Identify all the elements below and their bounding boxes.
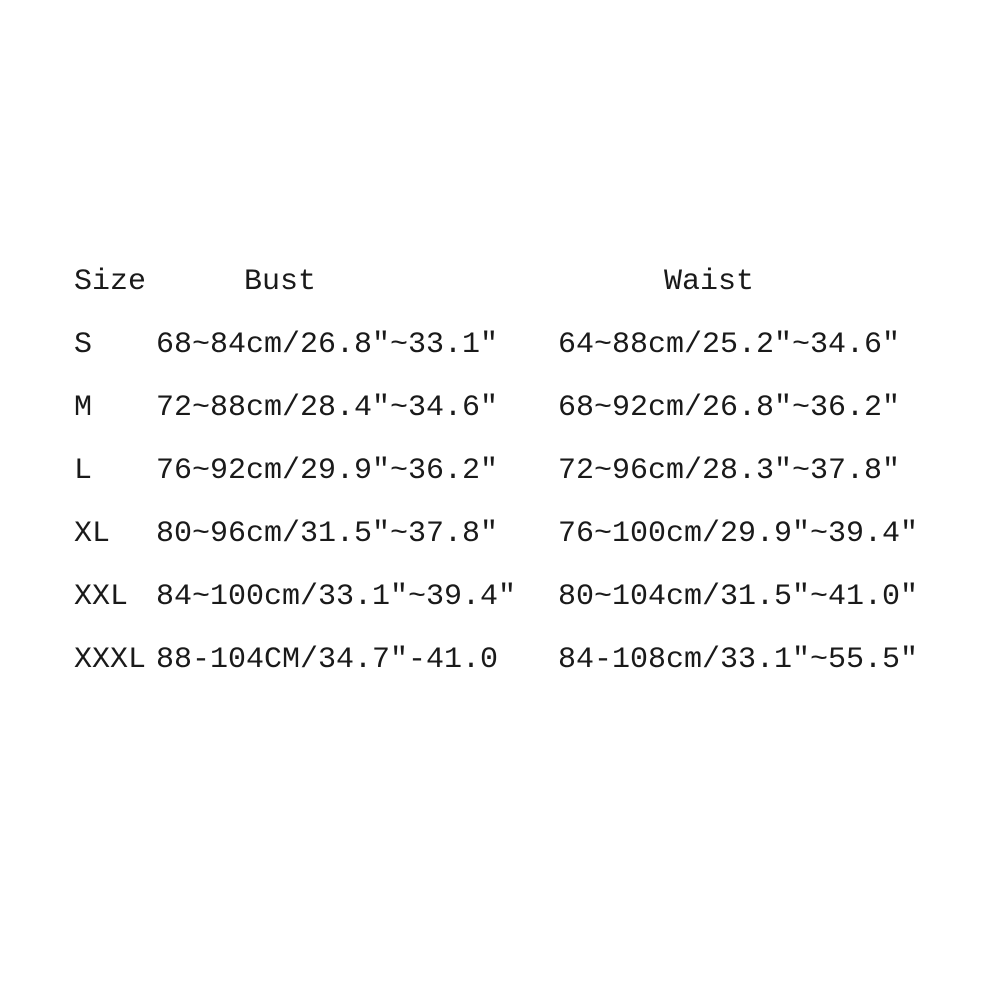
table-row	[74, 388, 954, 451]
table-row	[74, 325, 954, 388]
waist-cell: 72~96cm/28.3"~37.8"	[558, 454, 901, 488]
table-row	[74, 514, 954, 577]
waist-cell: 68~92cm/26.8"~36.2"	[558, 391, 901, 425]
header-waist: Waist	[664, 265, 755, 299]
bust-cell: 68~84cm/26.8"~33.1"	[156, 328, 499, 362]
bust-cell: 76~92cm/29.9"~36.2"	[156, 454, 499, 488]
size-cell: S	[74, 328, 93, 362]
size-cell: XXL	[74, 580, 129, 614]
waist-cell: 80~104cm/31.5"~41.0"	[558, 580, 919, 614]
waist-cell: 64~88cm/25.2"~34.6"	[558, 328, 901, 362]
size-cell: L	[74, 454, 93, 488]
bust-cell: 72~88cm/28.4"~34.6"	[156, 391, 499, 425]
waist-cell: 76~100cm/29.9"~39.4"	[558, 517, 919, 551]
bust-cell: 84~100cm/33.1"~39.4"	[156, 580, 517, 614]
table-row	[74, 640, 954, 703]
size-cell: XXXL	[74, 643, 147, 677]
bust-cell: 88-104CM/34.7"-41.0	[156, 643, 499, 677]
waist-cell: 84-108cm/33.1"~55.5"	[558, 643, 919, 677]
size-chart-table	[74, 262, 954, 703]
table-row	[74, 451, 954, 514]
bust-cell: 80~96cm/31.5"~37.8"	[156, 517, 499, 551]
header-size: Size	[74, 265, 147, 299]
size-cell: XL	[74, 517, 111, 551]
table-row	[74, 577, 954, 640]
header-bust: Bust	[244, 265, 317, 299]
size-cell: M	[74, 391, 93, 425]
header-row	[74, 262, 954, 325]
